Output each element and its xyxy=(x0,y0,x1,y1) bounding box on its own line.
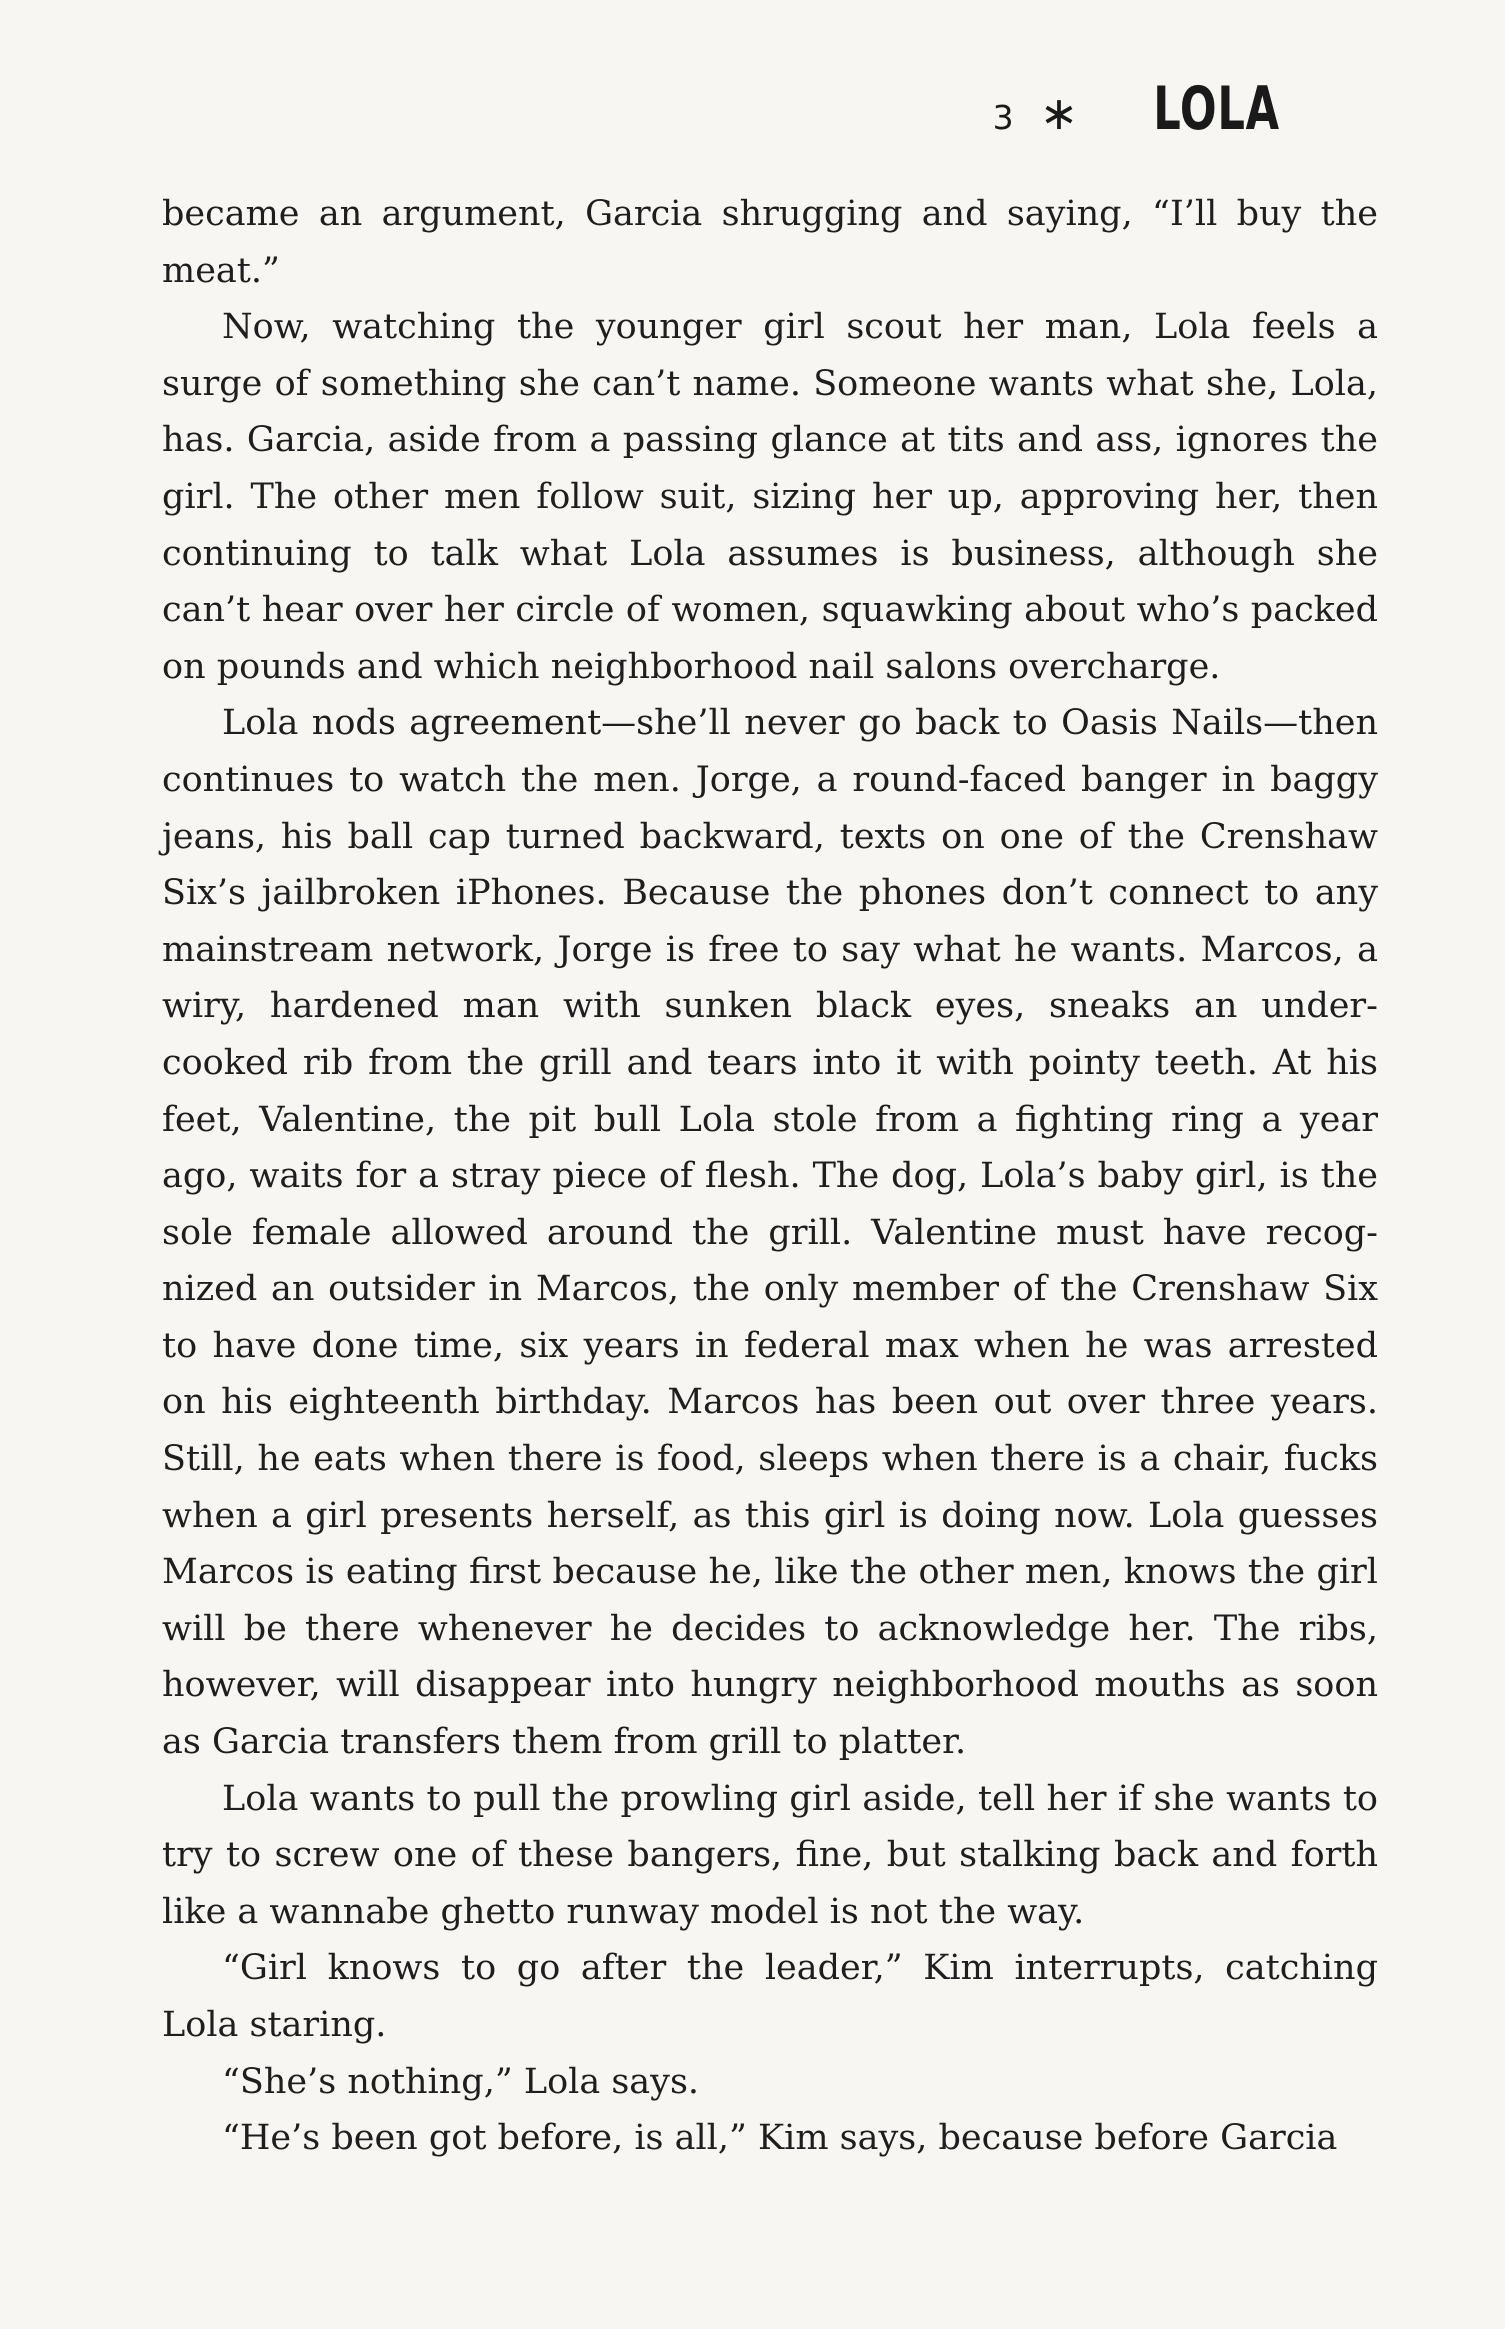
paragraph-1: became an argument, Garcia shrugging and saying, “I’ll buy the meat.” xyxy=(162,194,1378,291)
paragraph-6: “She’s nothing,” Lola says. xyxy=(222,2061,700,2102)
page-number: 3 xyxy=(992,98,1014,137)
paragraph-3: Lola nods agreement—she’ll never go back to Oasis Nails—then continues to watch the men. Jorge, a round-faced banger in baggy jeans, his ball cap turned backward, texts on one of the Crenshaw Six’s jailbroken iPhones. Because the phones don’t connect to any mainstream network, Jorge is free to say what he wants. Marcos, a wiry, hardened man with sunken black eyes, sneaks an under-cooked rib from the grill and tears into it with pointy teeth. At his feet, Valentine, the pit bull Lola stole from a fighting ring a year ago, waits for a stray piece of flesh. The dog, Lola’s baby girl, is the sole female allowed around the grill. Valentine must have recog-nized an outsider in Marcos, the only member of the Crenshaw Six to have done time, six years in federal max when he was arrested on his eighteenth birthday. Marcos has been out over three years. Still, he eats when there is food, sleeps when there is a chair, fucks when a girl presents herself, as this girl is doing now. Lola guesses Marcos is eating first because he, like the other men, knows the girl will be there whenever he decides to acknowledge her. The ribs, however, will disappear into hungry neighborhood mouths as soon as Garcia transfers them from grill to platter. xyxy=(162,703,1378,1763)
running-head-title: LOLA xyxy=(1153,74,1280,144)
paragraph-4: Lola wants to pull the prowling girl aside, tell her if she wants to try to screw one of these bangers, fine, but stalking back and forth like a wannabe ghetto runway model is not the way. xyxy=(162,1778,1378,1932)
page-header xyxy=(993,74,1280,144)
paragraph-2: Now, watching the younger girl scout her man, Lola feels a surge of something she can’t name. Someone wants what she, Lola, has. Garcia, aside from a passing glance at tits and ass, ignores the girl. The other men follow suit, sizing her up, approving her, then continuing to talk what Lola assumes is business, although she can’t hear over her circle of women, squawking about who’s packed on pounds and which neighborhood nail salons overcharge. xyxy=(162,307,1378,687)
asterisk-separator-icon: ∗ xyxy=(1039,86,1079,140)
paragraph-5: “Girl knows to go after the leader,” Kim interrupts, catching Lola staring. xyxy=(162,1948,1378,2045)
paragraph-7: “He’s been got before, is all,” Kim says, because before Garcia xyxy=(222,2118,1338,2159)
body-text xyxy=(162,186,1378,2167)
